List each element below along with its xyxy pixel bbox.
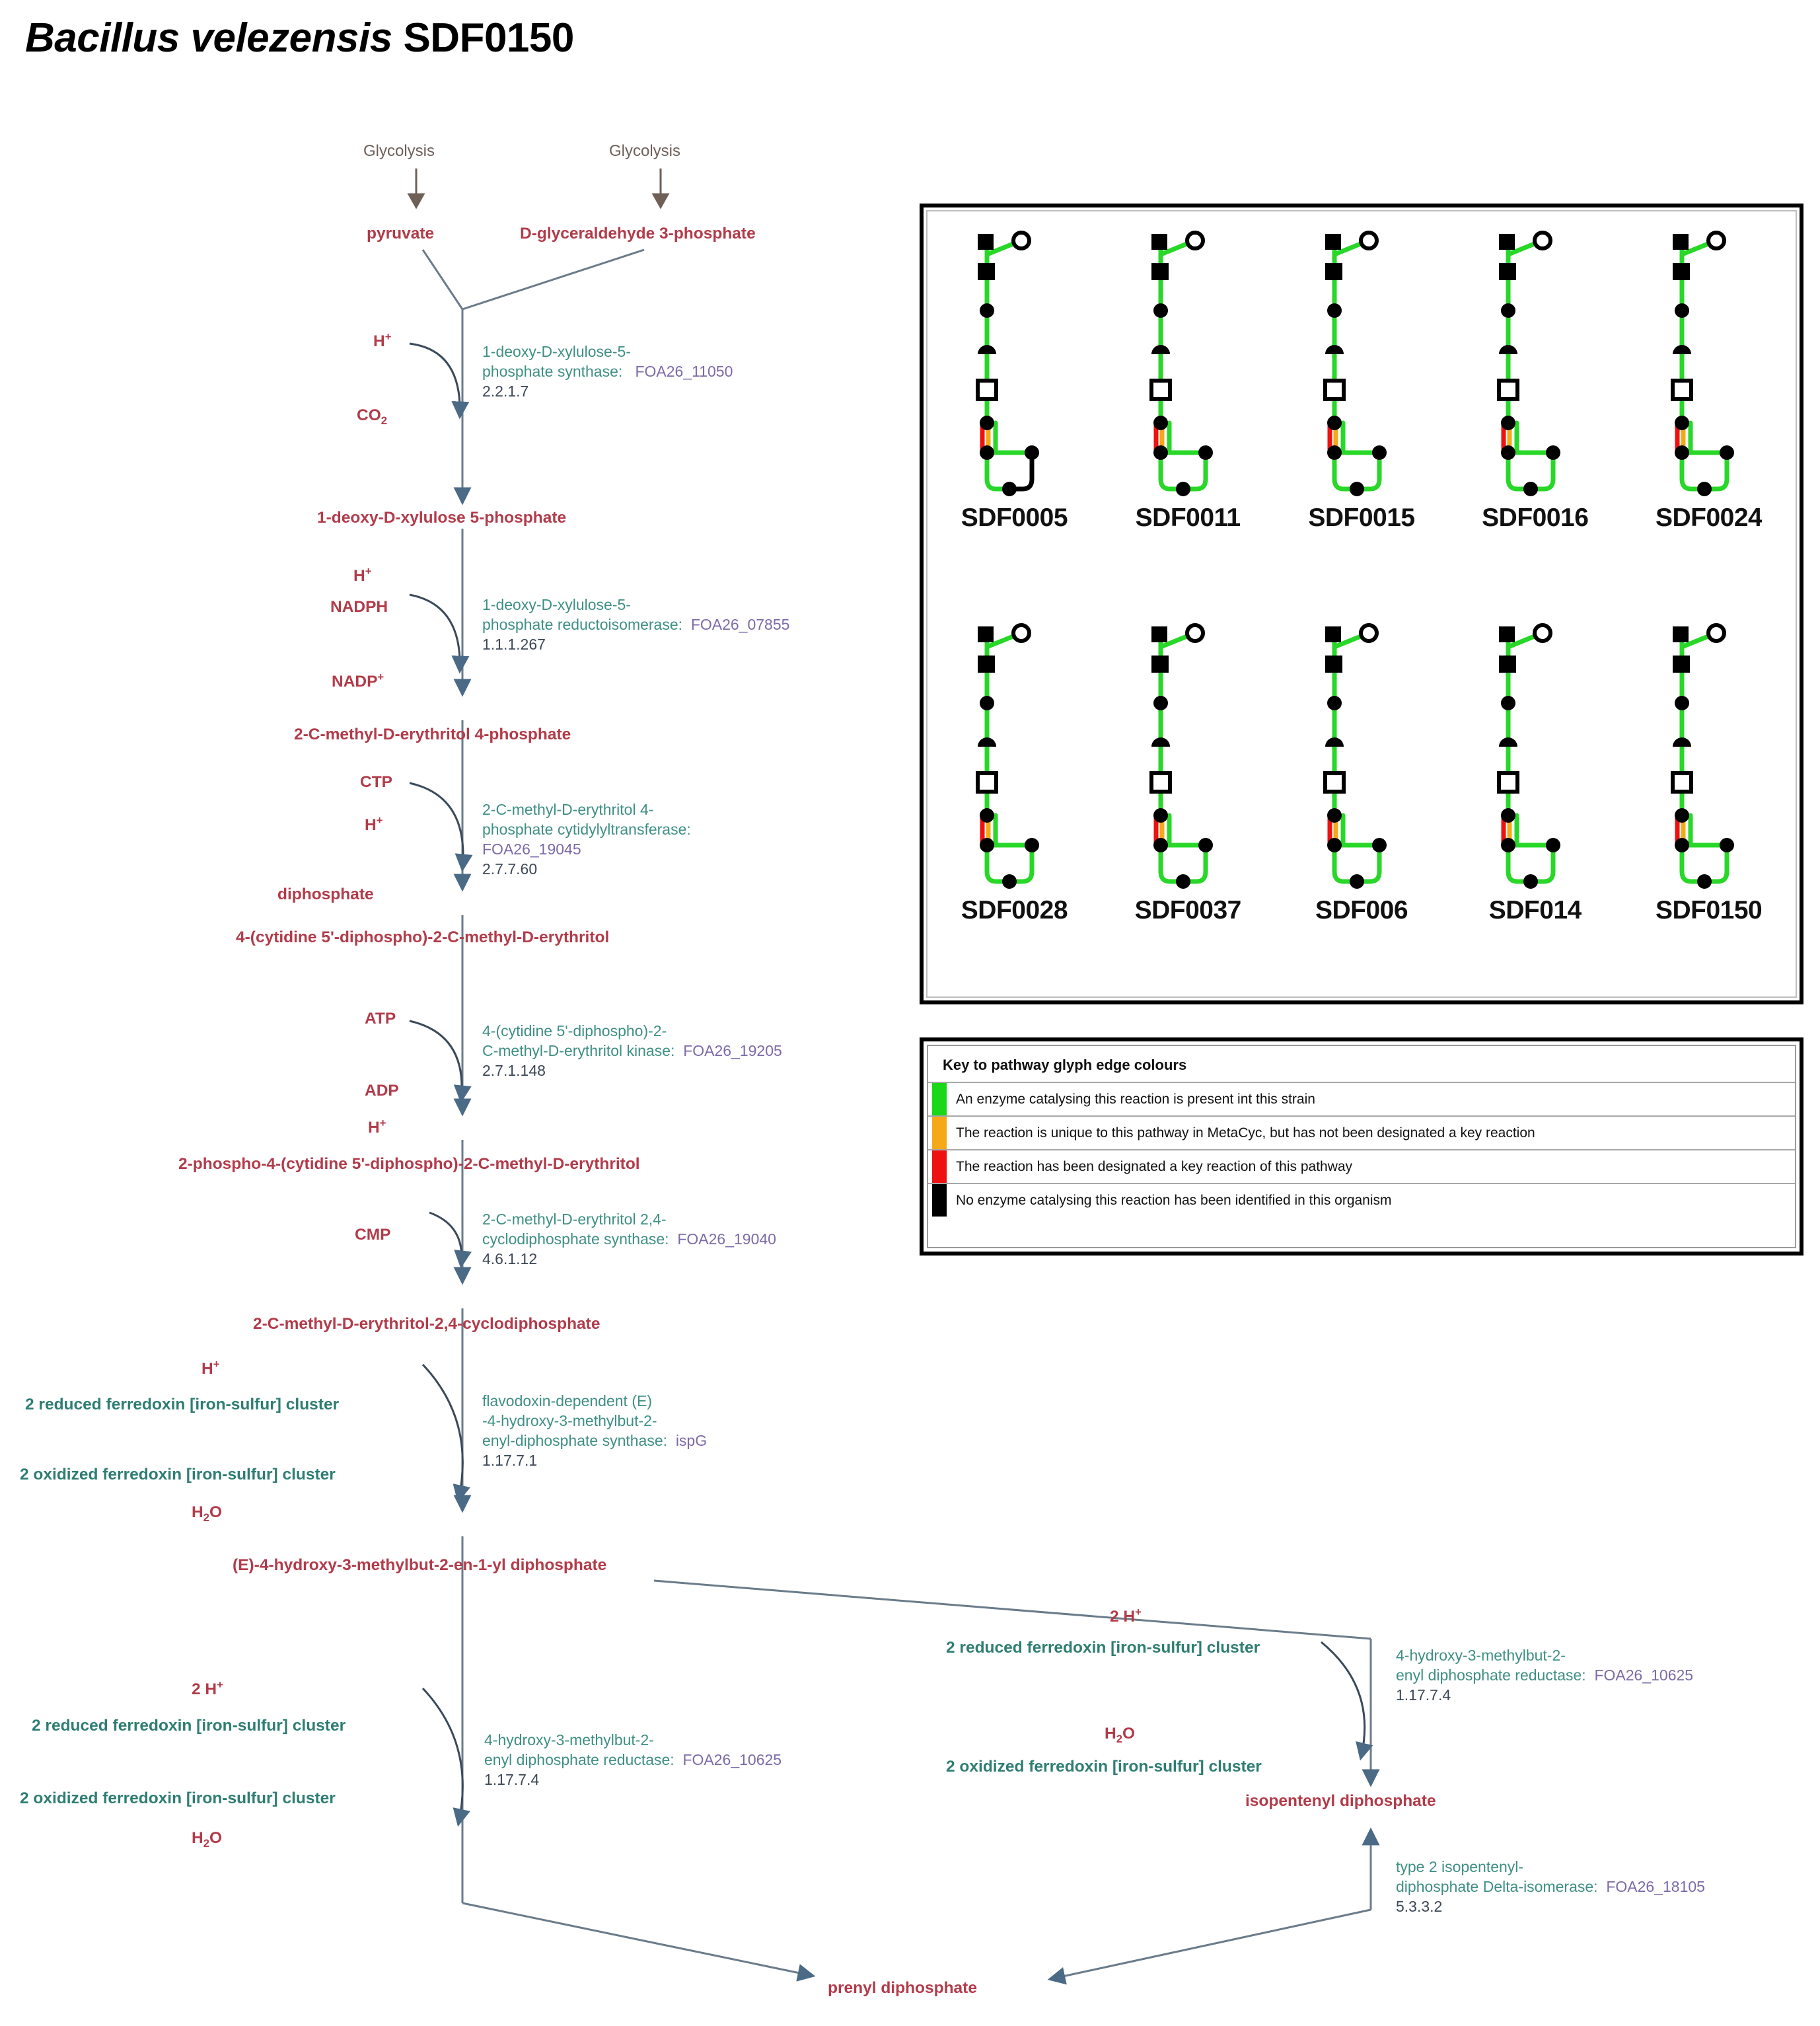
glyph-node-halfdisc [1673, 737, 1691, 747]
cofactor-water-left: $H_2O$ [192, 1829, 223, 1850]
cofactor-water-1: $H_2O$ [192, 1503, 223, 1524]
glyph-node-square-filled [1151, 263, 1169, 280]
compound-ipp: isopentenyl diphosphate [1245, 1792, 1436, 1810]
glyph-node-halfdisc [1325, 737, 1344, 747]
glyph-node-dot [1675, 445, 1689, 460]
glyph-node-square-filled [1673, 626, 1689, 642]
key-row [928, 1082, 1795, 1115]
glyph-node-dot [1153, 416, 1168, 430]
key-row [928, 1149, 1795, 1183]
gene-id-5: FOA26_19040 [677, 1230, 776, 1248]
glyph-node-dot [1720, 838, 1734, 852]
ec-number-9: 5.3.3.2 [1396, 1898, 1443, 1915]
cofactor-adp: ADP [365, 1082, 399, 1100]
glyph-node-circle-open [1187, 233, 1203, 248]
compound-hmbpp: (E)-4-hydroxy-3-methylbut-2-en-1-yl diphosphate [233, 1556, 607, 1574]
key-row-text: An enzyme catalysing this reaction is present int this strain [956, 1091, 1315, 1107]
strain-glyph-label: SDF006 [1315, 896, 1408, 924]
enzyme-block-4: 4-(cytidine 5'-diphospho)-2- C-methyl-D-erythritol kinase: FOA26_19205 2.7.1.148 [482, 1022, 782, 1079]
glyph-node-square-open [1325, 381, 1344, 399]
glyph-node-square-filled [1499, 626, 1515, 642]
strain-glyph-cell[interactable] [1101, 211, 1275, 604]
glyph-node-dot [1501, 838, 1515, 852]
glyph-node-dot [1176, 482, 1190, 496]
compound-prenyl-diphosphate: prenyl diphosphate [828, 1979, 977, 1997]
pathway-glyph [1132, 617, 1244, 895]
cofactor-oxidized-fd-left: 2 oxidized ferredoxin [iron-sulfur] cluster [20, 1789, 336, 1807]
title-species: Bacillus velezensis [25, 15, 392, 61]
glyph-node-square-filled [1151, 234, 1167, 250]
glyph-node-dot [1350, 874, 1364, 889]
glycolysis-label-g3p: Glycolysis [609, 142, 681, 160]
glyph-node-halfdisc [1499, 737, 1517, 747]
cofactor-2h-plus-left: 2 H+ [192, 1678, 223, 1699]
glyph-node-dot [1327, 416, 1342, 430]
cofactor-h-plus-4: H+ [368, 1117, 386, 1137]
strain-glyph-label: SDF0037 [1134, 896, 1241, 924]
enzyme-block-9: type 2 isopentenyl- diphosphate Delta-isomerase: FOA26_18105 5.3.3.2 [1396, 1858, 1705, 1915]
cofactor-cmp: CMP [355, 1226, 391, 1244]
ec-number-4: 2.7.1.148 [482, 1062, 546, 1079]
strain-glyph-label: SDF0024 [1655, 504, 1763, 532]
glyph-node-square-open [1499, 381, 1517, 399]
glyph-node-square-filled [1673, 656, 1690, 673]
glyph-node-square-open [1151, 773, 1170, 792]
glyph-node-dot [1002, 482, 1017, 496]
glyph-node-halfdisc [1499, 345, 1517, 354]
glyph-node-square-filled [1325, 263, 1342, 280]
glyph-node-dot [1153, 445, 1168, 460]
key-row [928, 1115, 1795, 1149]
strain-glyph-cell[interactable] [928, 211, 1101, 604]
glyph-node-dot [1697, 874, 1712, 889]
compound-cdp-me2p: 2-phospho-4-(cytidine 5'-diphospho)-2-C-methyl-D-erythritol [178, 1155, 640, 1173]
glyph-node-square-filled [1499, 656, 1516, 673]
gene-id-4: FOA26_19205 [683, 1042, 782, 1059]
cofactor-2h-plus-right: 2 H+ [1110, 1606, 1142, 1626]
glyph-node-halfdisc [1673, 345, 1691, 354]
cofactor-h-plus-1: H+ [373, 330, 392, 351]
glyph-node-square-filled [1151, 656, 1169, 673]
strain-glyph-cell[interactable] [1275, 604, 1449, 996]
glyph-node-halfdisc [978, 345, 996, 354]
glyph-node-dot [1025, 838, 1039, 852]
gene-id-7: FOA26_10625 [682, 1751, 782, 1768]
strain-glyph-cell[interactable] [1101, 604, 1275, 996]
ec-number-2: 1.1.1.267 [482, 636, 546, 653]
ec-number-6: 1.17.7.1 [482, 1452, 538, 1469]
glyph-node-circle-open [1361, 233, 1377, 248]
glyph-node-dot [1327, 838, 1342, 852]
glyph-node-halfdisc [1151, 345, 1170, 354]
page-title [25, 15, 574, 61]
gene-id-6: ispG [675, 1432, 708, 1449]
gene-id-2: FOA26_07855 [690, 616, 790, 633]
compound-mecdp: 2-C-methyl-D-erythritol-2,4-cyclodiphosphate [253, 1315, 601, 1333]
glyph-node-circle-open [1013, 625, 1029, 641]
ec-number-3: 2.7.7.60 [482, 860, 538, 878]
compound-dxp: 1-deoxy-D-xylulose 5-phosphate [317, 509, 567, 527]
pathway-glyph [1653, 225, 1765, 502]
gene-id-9: FOA26_18105 [1606, 1878, 1705, 1895]
glyph-node-dot [1523, 482, 1538, 496]
glyph-node-square-filled [1151, 626, 1167, 642]
glyph-node-halfdisc [978, 737, 996, 747]
key-color-swatch [932, 1184, 947, 1217]
cofactor-oxidized-fd-1: 2 oxidized ferredoxin [iron-sulfur] cluster [20, 1466, 336, 1483]
key-legend-panel [920, 1037, 1803, 1256]
glyph-node-square-filled [978, 234, 994, 250]
key-title: Key to pathway glyph edge colours [943, 1057, 1187, 1073]
glyph-node-circle-open [1708, 233, 1724, 248]
compound-cdp-me: 4-(cytidine 5'-diphospho)-2-C-methyl-D-erythritol [236, 928, 610, 946]
glyph-node-dot [1675, 303, 1689, 318]
glyph-node-dot [1002, 874, 1017, 889]
pathway-glyph [1132, 225, 1244, 502]
glyph-node-dot [1546, 445, 1560, 460]
compound-mep: 2-C-methyl-D-erythritol 4-phosphate [294, 726, 571, 743]
glyph-node-dot [1372, 445, 1387, 460]
pathway-glyph [958, 225, 1070, 502]
glyph-node-square-filled [1673, 234, 1689, 250]
glyph-node-dot [1501, 303, 1515, 318]
strain-glyph-label: SDF0005 [961, 504, 1068, 532]
glyph-node-dot [1675, 808, 1689, 823]
glyph-node-circle-open [1187, 625, 1203, 641]
cofactor-ctp: CTP [360, 773, 392, 791]
glyph-node-halfdisc [1325, 345, 1344, 354]
strain-glyph-cell[interactable] [1448, 604, 1622, 996]
strain-glyph-cell[interactable] [1448, 211, 1622, 604]
glyph-node-circle-open [1535, 233, 1550, 248]
pathway-glyph [1479, 225, 1591, 502]
glyph-node-circle-open [1013, 233, 1029, 248]
glyph-node-circle-open [1708, 625, 1724, 641]
glyph-node-dot [1198, 445, 1213, 460]
glyph-node-dot [980, 838, 994, 852]
gene-id-1: FOA26_11050 [635, 363, 733, 380]
compound-g3p: D-glyceraldehyde 3-phosphate [520, 225, 756, 243]
strain-glyph-cell[interactable] [928, 604, 1101, 996]
enzyme-block-3: 2-C-methyl-D-erythritol 4- phosphate cytidylyltransferase: FOA26_19045 2.7.7.60 [482, 801, 691, 878]
enzyme-block-8: 4-hydroxy-3-methylbut-2- enyl diphosphate reductase: FOA26_10625 1.17.7.4 [1396, 1647, 1694, 1704]
key-row-text: No enzyme catalysing this reaction has been identified in this organism [956, 1192, 1392, 1208]
enzyme-block-7: 4-hydroxy-3-methylbut-2- enyl diphosphate reductase: FOA26_10625 1.17.7.4 [484, 1731, 782, 1788]
key-color-swatch [932, 1150, 947, 1183]
glyph-node-square-filled [978, 656, 995, 673]
glyph-node-circle-open [1361, 625, 1377, 641]
glyph-node-dot [1327, 445, 1342, 460]
ec-number-7: 1.17.7.4 [484, 1771, 540, 1788]
glyph-node-dot [1153, 808, 1168, 823]
enzyme-block-2: 1-deoxy-D-xylulose-5- phosphate reductoisomerase: FOA26_07855 1.1.1.267 [482, 596, 790, 653]
enzyme-block-1: 1-deoxy-D-xylulose-5- phosphate synthase: FOA26_11050 2.2.1.7 [482, 343, 733, 400]
cofactor-water-right: $H_2O$ [1105, 1725, 1136, 1745]
glyph-node-dot [1675, 838, 1689, 852]
glyph-node-square-open [1673, 381, 1691, 399]
strain-glyph-cell[interactable] [1622, 211, 1796, 604]
strain-glyph-label: SDF0150 [1655, 896, 1763, 924]
pathway-glyph [1653, 617, 1765, 895]
key-rows [928, 1082, 1795, 1217]
glyph-node-dot [1697, 482, 1712, 496]
key-color-swatch [932, 1117, 947, 1149]
strain-glyph-cell[interactable] [1622, 604, 1796, 996]
strain-glyph-label: SDF0016 [1482, 504, 1589, 532]
glyph-node-square-open [1673, 773, 1691, 792]
glyph-node-square-filled [1325, 234, 1341, 250]
cofactor-co2: $CO_2$ [357, 406, 388, 427]
glyph-node-dot [980, 303, 994, 318]
cofactor-nadp-plus: NADP+ [332, 671, 384, 691]
glyph-node-square-filled [1325, 626, 1341, 642]
glyph-node-square-open [1151, 381, 1170, 399]
glyph-node-dot [1720, 445, 1734, 460]
key-row-text: The reaction is unique to this pathway in MetaCyc, but has not been designated a key reaction [956, 1125, 1535, 1141]
glyph-node-square-open [978, 381, 996, 399]
glycolysis-label-pyruvate: Glycolysis [363, 142, 435, 160]
cofactor-diphosphate-1: diphosphate [277, 885, 374, 903]
strain-glyph-label: SDF0015 [1308, 504, 1415, 532]
cofactor-reduced-fd-1: 2 reduced ferredoxin [iron-sulfur] cluster [25, 1396, 340, 1413]
glyph-node-square-open [978, 773, 996, 792]
glyph-node-dot [1501, 808, 1515, 823]
glyph-node-dot [1153, 838, 1168, 852]
key-row [928, 1183, 1795, 1217]
glyph-node-dot [1327, 808, 1342, 823]
cofactor-nadph: NADPH [330, 598, 388, 616]
pathway-glyph [958, 617, 1070, 895]
pathway-glyph [1305, 225, 1418, 502]
strain-glyph-panel [920, 204, 1803, 1004]
pathway-glyph [1305, 617, 1418, 895]
cofactor-reduced-fd-left: 2 reduced ferredoxin [iron-sulfur] cluster [32, 1717, 346, 1735]
cofactor-h-plus-5: H+ [201, 1358, 220, 1378]
ec-number-1: 2.2.1.7 [482, 383, 529, 400]
key-color-swatch [932, 1083, 947, 1115]
glyph-node-dot [1025, 445, 1039, 460]
glyph-node-dot [1675, 696, 1689, 710]
glyph-node-circle-open [1535, 625, 1550, 641]
glyph-node-dot [1546, 838, 1560, 852]
glyph-node-square-filled [978, 263, 995, 280]
glyph-node-dot [1523, 874, 1538, 889]
strain-glyph-label: SDF0028 [961, 896, 1068, 924]
compound-pyruvate: pyruvate [367, 225, 435, 243]
enzyme-block-6: flavodoxin-dependent (E) -4-hydroxy-3-methylbut-2- enyl-diphosphate synthase: ispG 1.17.7.1 [482, 1392, 708, 1469]
cofactor-reduced-fd-right: 2 reduced ferredoxin [iron-sulfur] cluster [946, 1639, 1260, 1657]
gene-id-8: FOA26_10625 [1594, 1667, 1694, 1684]
cofactor-h-plus-2: H+ [353, 565, 372, 585]
glyph-node-square-filled [1499, 234, 1515, 250]
strain-glyph-grid [928, 211, 1796, 996]
glyph-node-dot [1501, 445, 1515, 460]
glyph-node-dot [980, 696, 994, 710]
glyph-node-dot [980, 808, 994, 823]
glyph-node-dot [1327, 696, 1342, 710]
cofactor-oxidized-fd-right: 2 oxidized ferredoxin [iron-sulfur] cluster [946, 1758, 1262, 1776]
glyph-node-dot [1372, 838, 1387, 852]
gene-id-3: FOA26_19045 [482, 841, 581, 858]
glyph-node-dot [980, 416, 994, 430]
glyph-node-dot [1675, 416, 1689, 430]
glyph-node-square-open [1325, 773, 1344, 792]
glyph-node-halfdisc [1151, 737, 1170, 747]
glyph-node-square-filled [1499, 263, 1516, 280]
glyph-node-dot [980, 445, 994, 460]
key-row-text: The reaction has been designated a key reaction of this pathway [956, 1158, 1353, 1174]
glyph-node-dot [1350, 482, 1364, 496]
glyph-node-dot [1501, 696, 1515, 710]
glyph-node-square-open [1499, 773, 1517, 792]
glyph-node-dot [1153, 696, 1168, 710]
glyph-node-dot [1198, 838, 1213, 852]
ec-number-5: 4.6.1.12 [482, 1250, 538, 1267]
strain-glyph-label: SDF014 [1488, 896, 1582, 924]
strain-glyph-cell[interactable] [1275, 211, 1449, 604]
title-strain: SDF0150 [403, 15, 574, 61]
cofactor-h-plus-3: H+ [365, 814, 383, 835]
glyph-node-square-filled [1325, 656, 1342, 673]
strain-glyph-label: SDF0011 [1135, 504, 1241, 532]
glyph-node-square-filled [978, 626, 994, 642]
pathway-glyph [1479, 617, 1591, 895]
enzyme-block-5: 2-C-methyl-D-erythritol 2,4- cyclodiphosphate synthase: FOA26_19040 4.6.1.12 [482, 1211, 776, 1267]
glyph-node-dot [1327, 303, 1342, 318]
glyph-node-dot [1176, 874, 1190, 889]
ec-number-8: 1.17.7.4 [1396, 1686, 1451, 1704]
glyph-node-square-filled [1673, 263, 1690, 280]
cofactor-atp: ATP [365, 1010, 396, 1028]
glyph-node-dot [1501, 416, 1515, 430]
glyph-node-dot [1153, 303, 1168, 318]
